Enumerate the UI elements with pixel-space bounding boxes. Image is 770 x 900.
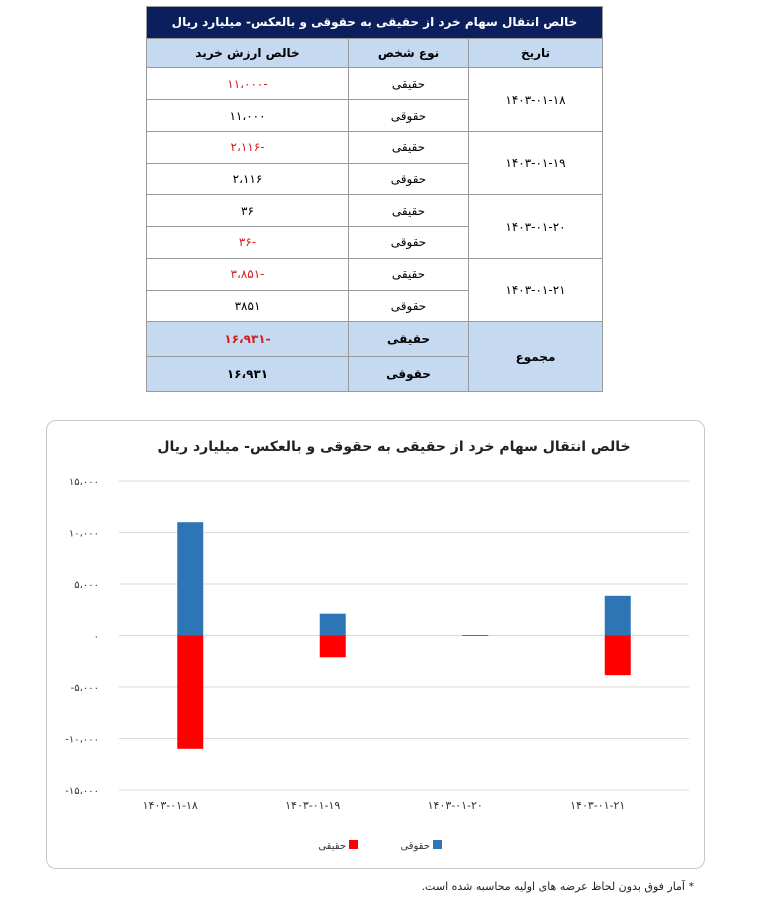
date-cell: ۱۴۰۳-۰۱-۱۸: [469, 68, 603, 131]
date-cell: ۱۴۰۳-۰۱-۲۱: [469, 258, 603, 321]
bar-haghighi: [320, 636, 346, 658]
total-row: [147, 322, 603, 357]
bar-hoghooghi: [605, 596, 631, 636]
table-row: [147, 258, 603, 290]
legend-swatch: [349, 840, 358, 849]
y-tick-label: -۱۰،۰۰۰: [65, 734, 99, 746]
net-value-cell: -۱۱،۰۰۰: [147, 68, 349, 100]
net-value-cell: ۱۱،۰۰۰: [147, 100, 349, 132]
bar-chart: [47, 421, 704, 868]
total-value-cell: ۱۶،۹۳۱: [147, 357, 349, 392]
legend-swatch: [433, 840, 442, 849]
net-value-cell: -۳۶: [147, 227, 349, 259]
total-person-type-cell: حقیقی: [349, 322, 469, 357]
header-net-value: خالص ارزش خرید: [147, 38, 349, 68]
x-tick-label: ۱۴۰۳-۰۱-۱۸: [142, 799, 198, 812]
person-type-cell: حقیقی: [349, 195, 469, 227]
table-body: [147, 68, 603, 392]
table-row: [147, 195, 603, 227]
legend-label: حقوقی: [400, 841, 430, 852]
person-type-cell: حقوقی: [349, 290, 469, 322]
total-person-type-cell: حقوقی: [349, 357, 469, 392]
y-tick-label: ۵،۰۰۰: [74, 580, 99, 591]
bar-hoghooghi: [462, 636, 488, 637]
table-row: [147, 131, 603, 163]
person-type-cell: حقیقی: [349, 68, 469, 100]
x-tick-label: ۱۴۰۳-۰۱-۲۰: [427, 799, 483, 812]
y-tick-label: -۵،۰۰۰: [70, 683, 99, 694]
y-tick-label: -۱۵،۰۰۰: [65, 786, 99, 797]
net-value-cell: -۲،۱۱۶: [147, 131, 349, 163]
net-value-cell: ۳۸۵۱: [147, 290, 349, 322]
net-value-cell: ۳۶: [147, 195, 349, 227]
bar-haghighi: [605, 636, 631, 676]
footnote: * آمار فوق بدون لحاظ عرضه های اولیه محاسبه شده است.: [421, 880, 694, 893]
legend-label: حقیقی: [318, 841, 346, 852]
net-value-cell: -۳،۸۵۱: [147, 258, 349, 290]
date-cell: ۱۴۰۳-۰۱-۱۹: [469, 131, 603, 194]
person-type-cell: حقوقی: [349, 100, 469, 132]
x-tick-label: ۱۴۰۳-۰۱-۲۱: [570, 799, 626, 812]
bar-hoghooghi: [177, 522, 203, 635]
date-cell: ۱۴۰۳-۰۱-۲۰: [469, 195, 603, 258]
x-tick-label: ۱۴۰۳-۰۱-۱۹: [285, 799, 341, 812]
person-type-cell: حقیقی: [349, 258, 469, 290]
y-tick-label: ۱۰،۰۰۰: [68, 528, 99, 540]
y-tick-label: ۰: [93, 631, 99, 643]
transfer-table: [146, 6, 602, 392]
chart-title: خالص انتقال سهام خرد از حقیقی به حقوقی و بالعکس- میلیارد ریال: [157, 439, 631, 455]
header-person-type: نوع شخص: [349, 38, 469, 68]
header-date: تاریخ: [469, 38, 603, 68]
person-type-cell: حقوقی: [349, 163, 469, 195]
y-tick-label: ۱۵،۰۰۰: [68, 477, 99, 488]
total-label: مجموع: [469, 322, 603, 392]
chart-panel: [46, 420, 705, 869]
bar-haghighi: [177, 636, 203, 749]
bar-hoghooghi: [320, 614, 346, 636]
transfer-table-grid: [146, 6, 603, 392]
person-type-cell: حقیقی: [349, 131, 469, 163]
table-row: [147, 68, 603, 100]
total-value-cell: -۱۶،۹۳۱: [147, 322, 349, 357]
person-type-cell: حقوقی: [349, 227, 469, 259]
net-value-cell: ۲،۱۱۶: [147, 163, 349, 195]
table-title: خالص انتقال سهام خرد از حقیقی به حقوقی و بالعکس- میلیارد ریال: [147, 7, 603, 39]
